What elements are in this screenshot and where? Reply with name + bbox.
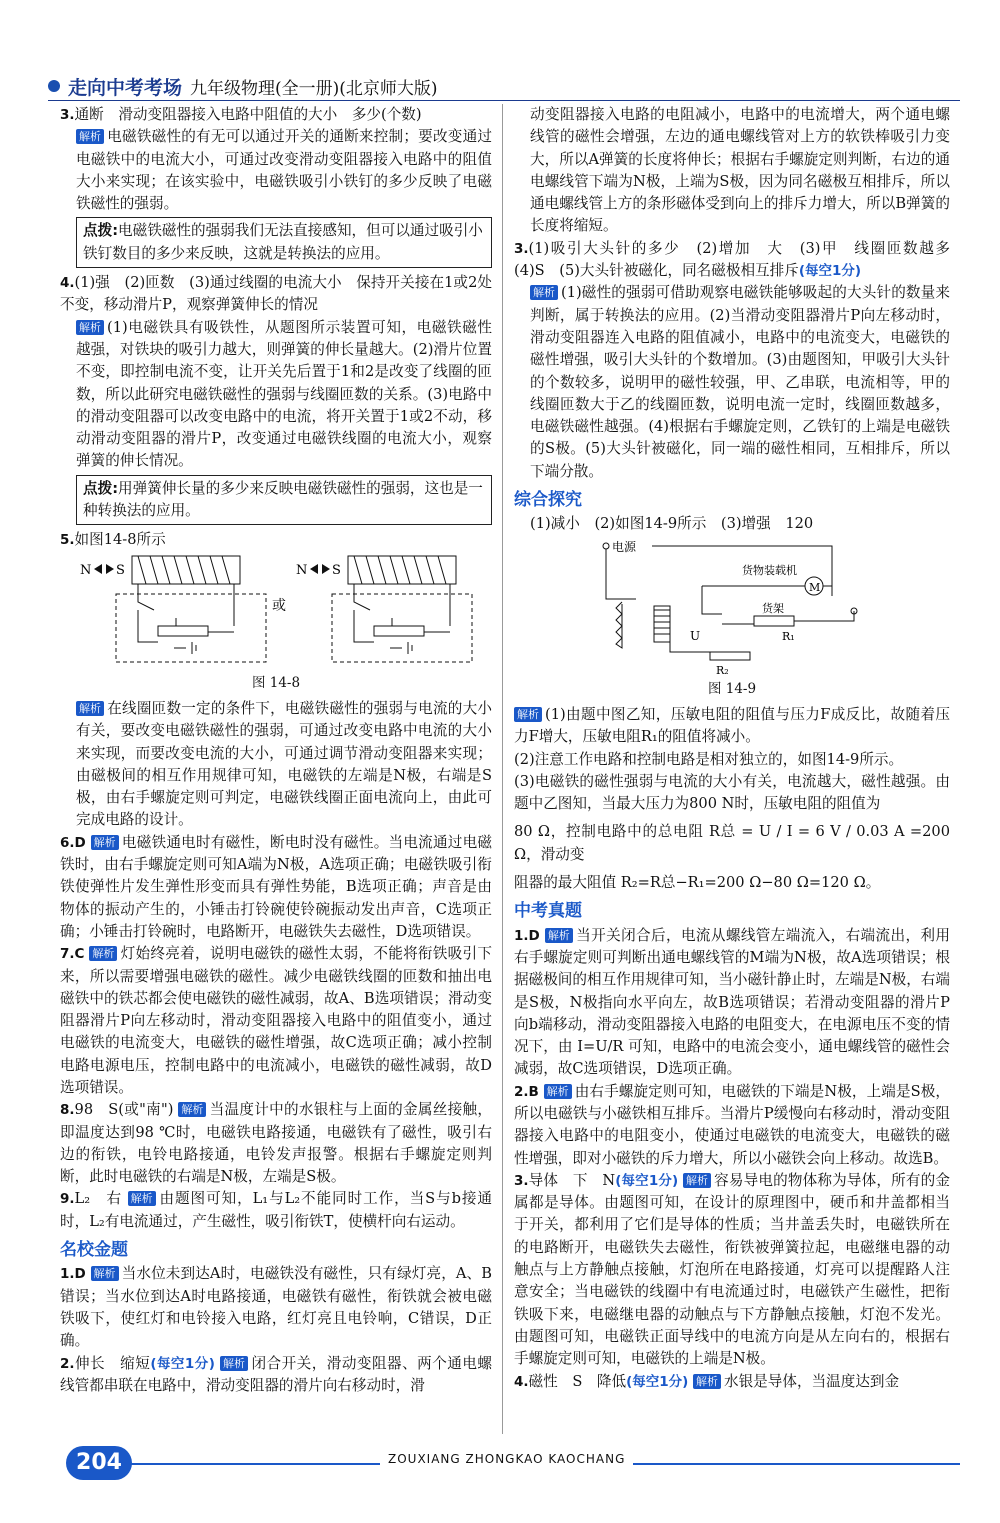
- circuit-wire-2b: [354, 610, 450, 654]
- m2: 2.伸长 缩短(每空1分) 解析 闭合开关，滑动变阻器、两个通电螺线管都串联在电路中，滑动变阻器的滑片向右移动时，滑: [60, 1354, 492, 1394]
- left-column: [60, 104, 492, 1397]
- fig149-motor-m: M: [809, 580, 821, 594]
- electromagnet-core-2: [348, 556, 456, 584]
- z-formula: 80 Ω，控制电路中的总电阻 R总 = U / I = 6 V / 0.03 A =200 Ω，滑动变: [514, 823, 950, 863]
- footer-text: ZOUXIANG ZHONGKAO KAOCHANG: [380, 1452, 633, 1466]
- q8: 8.98 S(或"南") 解析 当温度计中的水银柱与上面的金属丝接触，即温度达到98 ℃时，电磁铁电路接通，电磁铁有了磁性，吸引右边的衔铁，电铃电路接通，电铃发声报警。根据右手螺旋定则判断，此时电磁铁的右端是N极，左端是S极。: [60, 1101, 493, 1186]
- fig148-s-label-1: S: [116, 562, 125, 578]
- rheostat-r2: [710, 652, 750, 660]
- fig149-u-label: U: [690, 628, 701, 643]
- m1: 1.D 解析 当水位未到达A时，电磁铁没有磁性，只有绿灯亮，A、B错误；当水位到达A时电路接通，电磁铁有磁性，衔铁就会被电磁铁吸下，使红灯和电铃接入电路，红灯亮且电铃响，C错误，D正确。: [60, 1265, 492, 1350]
- coil-windings-1: [138, 556, 230, 584]
- q4-explanation: 解析 (1)电磁铁具有吸铁性，从题图所示装置可知，电磁铁磁性越强，对铁块的吸引力越大，则弹簧的伸长量越大。(2)滑片位置不变，即控制电流不变，让开关先后置于1和2是改变了线圈的匝数，所以此研究电磁铁磁性的强弱与线圈匝数的关系。(3)电路中的滑动变阻器可以改变电路中的电流，将开关置于1或2不动，移动滑动变阻器的滑片P，改变通过电磁铁线圈的电流大小，观察弹簧的伸长情况。: [76, 318, 492, 470]
- figure-14-8: [76, 552, 476, 670]
- fig148-n-label-2: N: [296, 562, 308, 578]
- circuit-wire-1b: [138, 610, 234, 654]
- fig149-rack-label: 货架: [762, 601, 784, 615]
- circuit-wire-1: [138, 584, 234, 626]
- zk2: 2.B 解析 由右手螺旋定则可知，电磁铁的下端是N极，上端是S极，所以电磁铁与小磁铁相互排斥。当滑片P缓慢向右移动时，滑动变阻器接入电路中的电阻变小，使通过电磁铁的电流变大，电磁铁的磁性增强，即对小磁铁的斥力增大，所以小磁铁会向上移动。故选B。: [514, 1082, 950, 1167]
- series-title: 走向中考考场: [68, 76, 183, 99]
- magnet-needle-icon: [94, 564, 114, 574]
- z-exp-1: 解析 (1)由题中图乙知，压敏电阻的阻值与压力F成反比，故随着压力F增大，压敏电阻R₁的阻值将减小。: [514, 705, 950, 746]
- q4-answer: 4.(1)强 (2)匝数 (3)通过线圈的电流大小 保持开关接在1或2处不变，移动滑片P，观察弹簧伸长的情况: [60, 274, 492, 314]
- q3-explanation: 解析 电磁铁磁性的有无可以通过开关的通断来控制；要改变通过电磁铁中的电流大小，可通过改变滑动变阻器接入电路中的阻值大小来实现；在该实验中，电磁铁吸引小铁钉的多少反映了电磁铁磁性的强弱。: [76, 128, 492, 213]
- q3-answer: 3.通断 滑动变阻器接入电路中阻值的大小 多少(个数): [60, 106, 422, 123]
- z-answer: (1)减小 (2)如图14-9所示 (3)增强 120: [530, 515, 814, 533]
- page-number: 204: [66, 1446, 132, 1480]
- section-zonghe: 综合探究: [514, 490, 582, 511]
- dashed-box-2: [332, 594, 472, 662]
- circuit-wire-2: [354, 584, 450, 626]
- rheostat-1: [158, 626, 208, 636]
- figure-14-8-caption: 图 14-8: [251, 674, 301, 691]
- column-divider: [502, 104, 503, 1434]
- zk3: 3.导体 下 N(每空1分) 解析 容易导电的物体称为导体，所有的金属都是导体。由题图可知，在设计的原理图中，硬币和井盖都相当于开关，都利用了它们是导体的性质；当井盖丢失时，电磁铁所在的电路断开，电磁铁失去磁性，衔铁被弹簧拉起，电磁继电器的动触点与上方静触点接触，灯泡所在电路接通，灯亮可以提醒路人注意安全；当电磁铁的线圈中有电流通过时，电磁铁产生磁性，把衔铁吸下来，电磁继电器的动触点与下方静触点接触，灯泡不发光。由题图可知，电磁铁正面导线中的电流方向是从左向右的，根据右手螺旋定则可知，电磁铁的上端是N极。: [514, 1171, 950, 1368]
- header-rule: [48, 100, 960, 101]
- figure-14-9-caption: 图 14-9: [707, 680, 757, 697]
- pressure-resistor: [754, 616, 794, 626]
- bullet-icon: [48, 80, 60, 92]
- z-exp-4: 阻器的最大阻值 R₂=R总−R₁=200 Ω−80 Ω=120 Ω。: [514, 874, 881, 892]
- q7: 7.C 解析 灯始终亮着，说明电磁铁的磁性太弱，不能将衔铁吸引下来，所以需要增强电磁铁的磁性。减少电磁铁线圈的匝数和抽出电磁铁中的铁芯都会使电磁铁的磁性减弱，故A、B选项错误；滑动变阻器滑片P向左移动时，滑动变阻器接入电路中的阻值变小，通过电磁铁的电流变大，电磁铁的磁性增强，故C选项正确；减小控制电路电源电压，控制电路中的电流减小，电磁铁的磁性减弱，故D选项错误。: [60, 945, 492, 1096]
- zk4: 4.磁性 S 降低(每空1分) 解析 水银是导体，当温度达到金: [514, 1372, 900, 1390]
- fig148-n-label-1: N: [80, 562, 92, 578]
- m3-answer: 3.(1)吸引大头针的多少 (2)增加 大 (3)甲 线圈匝数越多 (4)S (5)大头针被磁化，同名磁极相互排斥(每空1分): [514, 239, 965, 280]
- book-subtitle: 九年级物理(全一册)(北京师大版): [190, 78, 438, 99]
- q3-tip-box: 点拨:电磁铁磁性的强弱我们无法直接感知，但可以通过吸引小铁钉数目的多少来反映，这就是转换法的应用。: [76, 217, 492, 268]
- coil-windings-2: [354, 556, 446, 584]
- fig149-power-label: 电源: [612, 539, 637, 554]
- running-header: [48, 72, 438, 100]
- m2-continued: 动变阻器接入电路的电阻减小，电路中的电流增大，两个通电螺线管的磁性会增强，左边的通电螺线管对上方的软铁棒吸引力变大，所以A弹簧的长度将伸长；根据右手螺旋定则判断，右边的通电螺线管下端为N极，上端为S极，因为同名磁极互相排斥，所以通电螺线管上方的条形磁体受到向上的排斥力增大，所以B弹簧的长度将缩短。: [530, 106, 950, 235]
- q5-explanation: 解析 在线圈匝数一定的条件下，电磁铁磁性的强弱与电流的大小有关，要改变电磁铁磁性的强弱，可通过改变电路中电流的大小来实现，而要改变电流的大小，可通过调节滑动变阻器来实现；由磁极间的相互作用规律可知，电磁铁的左端是N极，右端是S极，由右手螺旋定则可判定，电磁铁线圈正面电流向上，由此可完成电路的设计。: [76, 699, 492, 829]
- fig149-r1-label: R₁: [782, 629, 795, 643]
- section-mingxiao: 名校金题: [60, 1240, 128, 1261]
- relay-coil: [654, 606, 670, 642]
- q6: 6.D 解析 电磁铁通电时有磁性，断电时没有磁性。当电流通过电磁铁时，由右手螺旋定则可知A端为N极，A选项正确；电磁铁吸引衔铁使弹性片发生弹性形变而具有弹性势能，B选项正确；声音是由物体的振动产生的，小锤击打铃碗使铃碗振动发出声音，C选项正确；小锤击打铃碗时，电路断开，电磁铁失去磁性，D选项错误。: [60, 833, 492, 940]
- figure-14-9: [592, 536, 872, 676]
- z-exp-2: (2)注意工作电路和控制电路是相对独立的，如图14-9所示。: [514, 750, 904, 768]
- magnet-needle-icon: [310, 564, 330, 574]
- rheostat-2: [374, 626, 424, 636]
- fig149-loader-label: 货物装载机: [742, 563, 797, 577]
- q5-answer: 5.如图14-8所示: [60, 531, 166, 549]
- q9: 9.L₂ 右 解析 由题图可知，L₁与L₂不能同时工作，当S与b接通时，L₂有电流通过，产生磁性，吸引衔铁T，使横杆向右运动。: [60, 1190, 492, 1230]
- q4-tip-box: 点拨:用弹簧伸长量的多少来反映电磁铁磁性的强弱，这也是一种转换法的应用。: [76, 475, 492, 526]
- fig148-or: 或: [272, 597, 286, 614]
- electromagnet-core-1: [132, 556, 240, 584]
- m3-explanation: 解析 (1)磁性的强弱可借助观察电磁铁能够吸起的大头针的数量来判断，属于转换法的应用。(2)当滑动变阻器滑片P向左移动时，滑动变阻器连入电路的阻值减小，电路中的电流变大，电磁铁的磁性增强，吸引大头针的个数增加。(3)由题图知，甲吸引大头针的个数较多，说明甲的磁性较强，甲、乙串联，电流相等，甲的线圈匝数大于乙的线圈匝数，说明电流一定时，线圈匝数越多，电磁铁磁性越强。(4)根据右手螺旋定则，乙铁钉的上端是电磁铁的S极。(5)大头针被磁化，同一端的磁性相同，互相排斥，所以下端分散。: [530, 284, 950, 480]
- right-column: [514, 104, 965, 1393]
- spring: [616, 602, 622, 648]
- fig149-r2-label: R₂: [716, 663, 729, 676]
- zk1: 1.D 解析 当开关闭合后，电流从螺线管左端流入，右端流出，利用右手螺旋定则可判断出通电螺线管的M端为N极，故A选项错误；根据磁极间的相互作用规律可知，当小磁针静止时，左端是N极，右端是S极，N极指向水平向左，故B选项错误；若滑动变阻器的滑片P向b端移动，滑动变阻器接入电路的电阻变大，在电源电压不变的情况下，由 I=U/R 可知，电路中的电流会变小，通电螺线管的磁性会减弱，故C选项错误，D选项正确。: [514, 926, 950, 1078]
- fig148-s-label-2: S: [332, 562, 341, 578]
- section-zhongkao: 中考真题: [514, 901, 582, 922]
- z-exp-3: (3)电磁铁的磁性强弱与电流的大小有关，电流越大，磁性越强。由题中乙图知，当最大压力为800 N时，压敏电阻的阻值为: [514, 772, 950, 813]
